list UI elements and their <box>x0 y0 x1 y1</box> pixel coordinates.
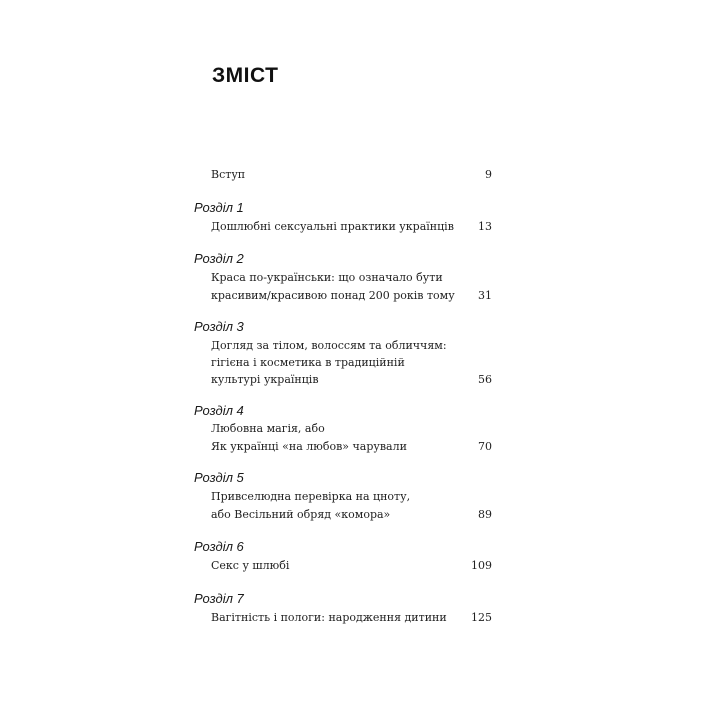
entry-title-line: гігієна і косметика в традиційній <box>211 356 405 369</box>
entry-title-line: культурі українців <box>211 373 319 386</box>
chapter-label: Розділ 7 <box>194 591 244 606</box>
chapter-label: Розділ 5 <box>194 470 244 485</box>
page-number: 125 <box>471 611 492 624</box>
page-number: 31 <box>478 289 492 302</box>
page-number: 56 <box>478 373 492 386</box>
entry-title-line: Догляд за тілом, волоссям та обличчям: <box>211 339 447 352</box>
entry-title-line: Як українці «на любов» чарували <box>211 440 407 453</box>
entry-title-line: Секс у шлюбі <box>211 559 290 572</box>
entry-title-line: або Весільний обряд «комора» <box>211 508 391 521</box>
entry-title-line: Любовна магія, або <box>211 422 325 435</box>
chapter-label: Розділ 2 <box>194 251 244 266</box>
page-number: 9 <box>485 168 492 181</box>
entry-title-line: Дошлюбні сексуальні практики українців <box>211 220 454 233</box>
entry-title-line: Краса по-українськи: що означало бути <box>211 271 443 284</box>
entry-title-line: красивим/красивою понад 200 років тому <box>211 289 455 302</box>
chapter-label: Розділ 4 <box>194 403 244 418</box>
chapter-label: Розділ 1 <box>194 200 244 215</box>
entry-title-line: Вагітність і пологи: народження дитини <box>211 611 447 624</box>
page-number: 89 <box>478 508 492 521</box>
chapter-label: Розділ 3 <box>194 319 244 334</box>
page-number: 13 <box>478 220 492 233</box>
chapter-label: Розділ 6 <box>194 539 244 554</box>
toc-title: ЗМІСТ <box>212 64 279 87</box>
page-number: 109 <box>471 559 492 572</box>
entry-title: Вступ <box>211 168 246 181</box>
page-number: 70 <box>478 440 492 453</box>
entry-title-line: Привселюдна перевірка на цноту, <box>211 490 411 503</box>
